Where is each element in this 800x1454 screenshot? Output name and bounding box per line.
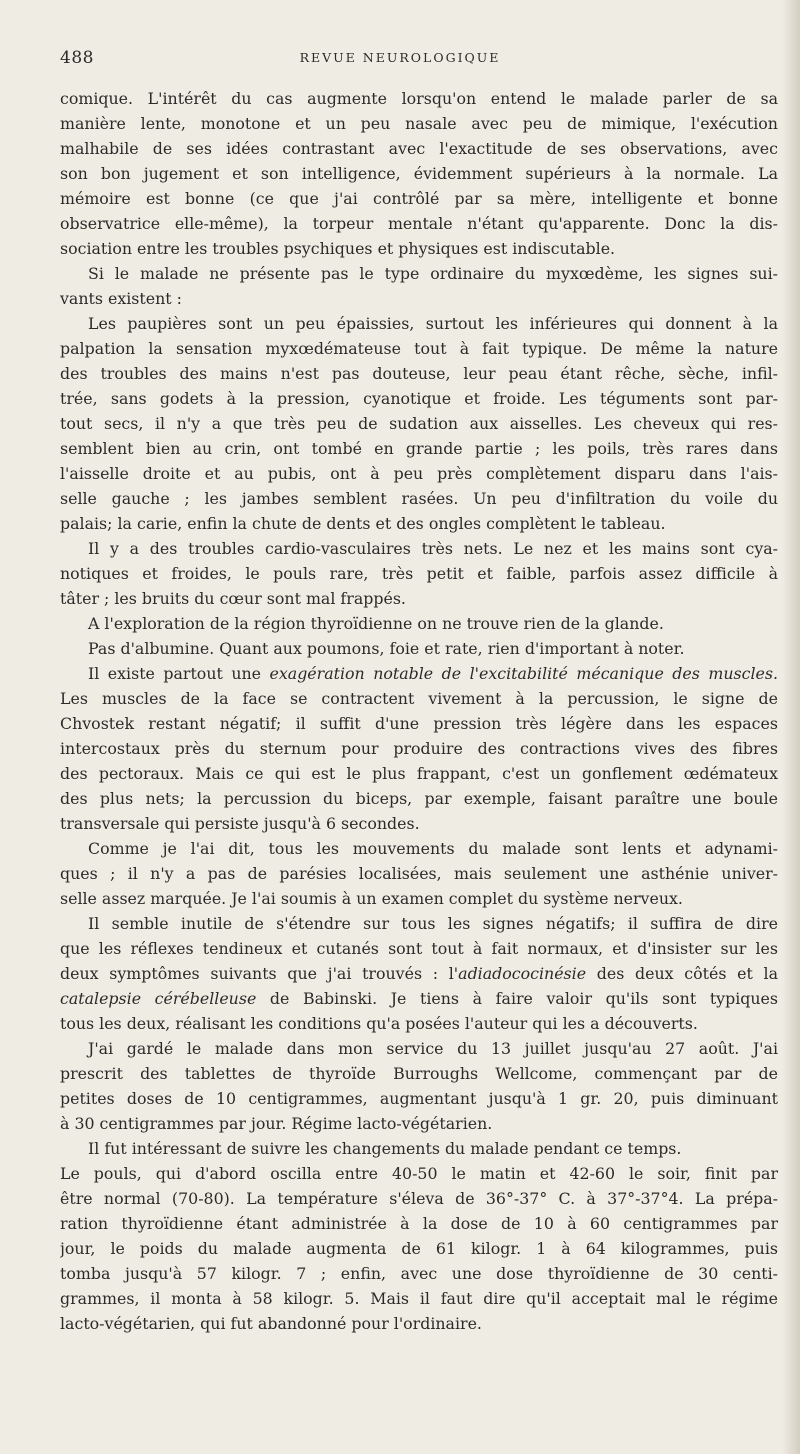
- text-line: lacto-végétarien, qui fut abandonné pour l'ordinaire.: [60, 1314, 482, 1333]
- text-line: ques ; il n'y a pas de parésies localisées, mais seulement une asthénie univer-: [60, 864, 778, 883]
- page-edge-shadow: [782, 0, 800, 1454]
- text-line: Comme je l'ai dit, tous les mouvements du malade sont lents et adynami-: [88, 839, 778, 858]
- text-line: observatrice elle-même), la torpeur mentale n'étant qu'apparente. Donc la dis-: [60, 214, 778, 233]
- text-line: petites doses de 10 centigrammes, augmentant jusqu'à 1 gr. 20, puis diminuant: [60, 1089, 778, 1108]
- text-line: Si le malade ne présente pas le type ordinaire du myxœdème, les signes sui-: [88, 264, 778, 283]
- text-line: manière lente, monotone et un peu nasale avec peu de mimique, l'exécution: [60, 114, 778, 133]
- text-line: deux symptômes suivants que j'ai trouvés : l'adiadococinésie des deux côtés et la: [60, 964, 778, 983]
- text-line: tous les deux, réalisant les conditions qu'a posées l'auteur qui les a découverts.: [60, 1014, 698, 1033]
- text-line: semblent bien au crin, ont tombé en grande partie ; les poils, très rares dans: [60, 439, 778, 458]
- text-line: notiques et froides, le pouls rare, très petit et faible, parfois assez difficile à: [60, 564, 778, 583]
- text-line: J'ai gardé le malade dans mon service du 13 juillet jusqu'au 27 août. J'ai: [88, 1039, 778, 1058]
- text-line: prescrit des tablettes de thyroïde Burroughs Wellcome, commençant par de: [60, 1064, 778, 1083]
- text-line: être normal (70-80). La température s'éleva de 36°-37° C. à 37°-37°4. La prépa-: [60, 1189, 778, 1208]
- text-line: trée, sans godets à la pression, cyanotique et froide. Les téguments sont par-: [60, 389, 778, 408]
- article-body: [60, 86, 778, 1336]
- text-line: grammes, il monta à 58 kilogr. 5. Mais il faut dire qu'il acceptait mal le régime: [60, 1289, 778, 1308]
- page-header: [60, 48, 740, 74]
- text-line: comique. L'intérêt du cas augmente lorsqu'on entend le malade parler de sa: [60, 89, 778, 108]
- text-line: A l'exploration de la région thyroïdienne on ne trouve rien de la glande.: [88, 614, 664, 633]
- text-line: tout secs, il n'y a que très peu de sudation aux aisselles. Les cheveux qui res-: [60, 414, 778, 433]
- text-line: des pectoraux. Mais ce qui est le plus frappant, c'est un gonflement œdémateux: [60, 764, 778, 783]
- text-line: palais; la carie, enfin la chute de dents et des ongles complètent le tableau.: [60, 514, 666, 533]
- text-line: vants existent :: [60, 289, 182, 308]
- text-line: Il y a des troubles cardio-vasculaires très nets. Le nez et les mains sont cya-: [88, 539, 778, 558]
- text-line: selle gauche ; les jambes semblent rasées. Un peu d'infiltration du voile du: [60, 489, 778, 508]
- page-number: 488: [60, 48, 94, 68]
- text-line: des plus nets; la percussion du biceps, par exemple, faisant paraître une boule: [60, 789, 778, 808]
- text-line: son bon jugement et son intelligence, évidemment supérieurs à la normale. La: [60, 164, 778, 183]
- text-line: Les muscles de la face se contractent vivement à la percussion, le signe de: [60, 689, 778, 708]
- text-line: mémoire est bonne (ce que j'ai contrôlé par sa mère, intelligente et bonne: [60, 189, 778, 208]
- text-line: Le pouls, qui d'abord oscilla entre 40-50 le matin et 42-60 le soir, finit par: [60, 1164, 778, 1183]
- text-line: Pas d'albumine. Quant aux poumons, foie et rate, rien d'important à noter.: [88, 639, 685, 658]
- text-line: catalepsie cérébelleuse de Babinski. Je tiens à faire valoir qu'ils sont typiques: [60, 989, 778, 1008]
- text-line: intercostaux près du sternum pour produire des contractions vives des fibres: [60, 739, 778, 758]
- running-title: REVUE NEUROLOGIQUE: [299, 50, 501, 65]
- text-line: tâter ; les bruits du cœur sont mal frappés.: [60, 589, 406, 608]
- text-line: sociation entre les troubles psychiques et physiques est indiscutable.: [60, 239, 616, 258]
- text-line: tomba jusqu'à 57 kilogr. 7 ; enfin, avec une dose thyroïdienne de 30 centi-: [60, 1264, 778, 1283]
- text-line: palpation la sensation myxœdémateuse tout à fait typique. De même la nature: [60, 339, 778, 358]
- text-line: jour, le poids du malade augmenta de 61 kilogr. 1 à 64 kilogrammes, puis: [60, 1239, 778, 1258]
- text-line: malhabile de ses idées contrastant avec l'exactitude de ses observations, avec: [60, 139, 778, 158]
- text-line: l'aisselle droite et au pubis, ont à peu près complètement disparu dans l'ais-: [60, 464, 778, 483]
- text-line: ration thyroïdienne étant administrée à la dose de 10 à 60 centigrammes par: [60, 1214, 778, 1233]
- text-line: des troubles des mains n'est pas douteuse, leur peau étant rêche, sèche, infil-: [60, 364, 778, 383]
- text-line: selle assez marquée. Je l'ai soumis à un examen complet du système nerveux.: [60, 889, 683, 908]
- text-line: Il fut intéressant de suivre les changements du malade pendant ce temps.: [88, 1139, 682, 1158]
- text-line: Chvostek restant négatif; il suffit d'une pression très légère dans les espaces: [60, 714, 778, 733]
- text-line: que les réflexes tendineux et cutanés sont tout à fait normaux, et d'insister sur les: [60, 939, 778, 958]
- text-line: Il existe partout une exagération notable de l'excitabilité mécanique des muscles.: [88, 664, 778, 683]
- text-line: transversale qui persiste jusqu'à 6 secondes.: [60, 814, 420, 833]
- text-line: à 30 centigrammes par jour. Régime lacto-végétarien.: [60, 1114, 493, 1133]
- text-line: Les paupières sont un peu épaissies, surtout les inférieures qui donnent à la: [88, 314, 778, 333]
- text-line: Il semble inutile de s'étendre sur tous les signes négatifs; il suffira de dire: [88, 914, 778, 933]
